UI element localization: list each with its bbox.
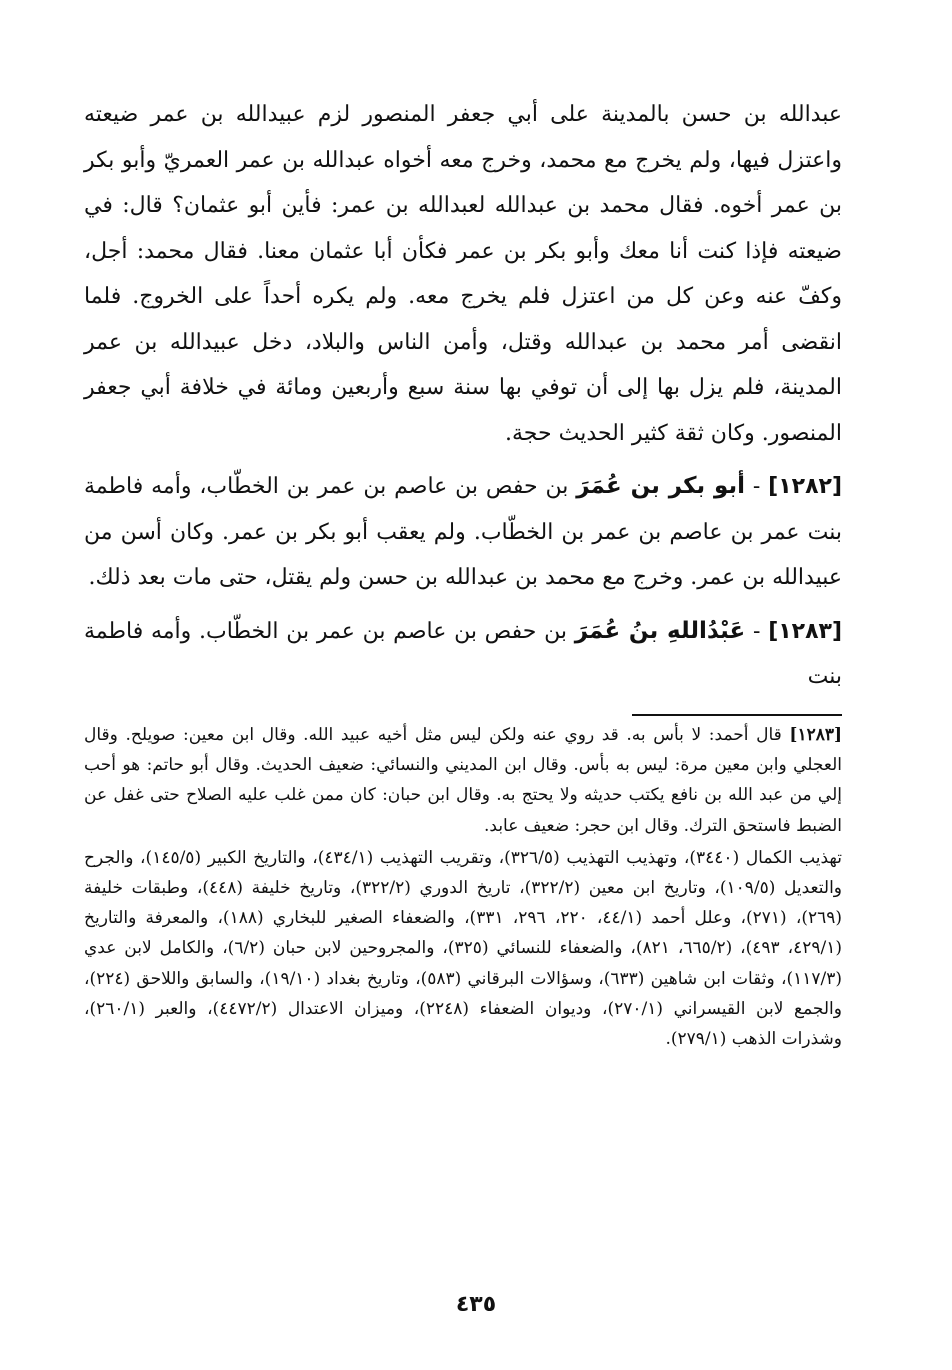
entry-number: [١٢٨٣] [768, 618, 843, 644]
entry-text: بن حفص بن عاصم بن عمر بن الخطّاب. وأمه فاطمة بنت [84, 618, 842, 689]
footnote-opinions [84, 720, 842, 841]
entry-text: بن حفص بن عاصم بن عمر بن الخطّاب، وأمه فاطمة بنت عمر بن عاصم بن عمر بن الخطّاب. ولم يعقب أبو بكر بن عمر. وكان أسن من عبيدالله بن عمر. وخرج مع محمد بن عبدالله بن حسن ولم يقتل، حتى مات بعد ذلك. [84, 474, 842, 590]
entry-name: أبو بكر بن عُمَرَ [576, 473, 745, 499]
footnote-number: [١٢٨٣] [789, 725, 843, 745]
biography-continuation-paragraph: عبدالله بن حسن بالمدينة على أبي جعفر المنصور لزم عبيدالله بن عمر ضيعته واعتزل فيها، ولم يخرج مع محمد، وخرج معه أخواه عبدالله بن عمر العمريّ وأبو بكر بن عمر أخوه. فقال محمد بن عبدالله لعبدالله بن عمر: فأين أبو عثمان؟ قال: في ضيعته فإذا كنت أنا معك وأبو بكر بن عمر فكأن أبا عثمان معنا. فقال محمد: أجل، وكفّ عنه وعن كل من اعتزل فلم يخرج معه. ولم يكره أحداً على الخروج. فلما انقضى أمر محمد بن عبدالله وقتل، وأمن الناس والبلاد، دخل عبيدالله بن عمر المدينة، فلم يزل بها إلى أن توفي بها سنة سبع وأربعين ومائة في خلافة أبي جعفر المنصور. وكان ثقة كثير الحديث حجة. [84, 102, 843, 446]
entry-1283: [١٢٨٣] - عَبْدُاللهِ بنُ عُمَرَ بن حفص بن عاصم بن عمر بن الخطّاب. وأمه فاطمة بنت [84, 617, 843, 689]
page-number: ٤٣٥ [455, 1292, 497, 1317]
footnote-separator [632, 714, 842, 716]
footnote-sources: تهذيب الكمال (٣٤٤٠)، وتهذيب التهذيب (٣٢٦/٥)، وتقريب التهذيب (٤٣٤/١)، والتاريخ الكبير (١٤٥/٥)، والجرح والتعديل (١٠٩/٥)، وتاريخ ابن معين (٣٢٢/٢)، تاريخ الدوري (٣٢٢/٢)، وتاريخ خليفة (٤٤٨)، وطبقات خليفة (٢٦٩)، (٢٧١)، وعلل أحمد (٤٤/١، ٢٢٠، ٢٩٦، ٣٣١)، والضعفاء الصغير للبخاري (١٨٨)، والمعرفة والتاريخ (٤٢٩/١، ٤٩٣)، (٦٦٥/٢، ٨٢١)، والضعفاء للنسائي (٣٢٥)، والمجروحين لابن حبان (٦/٢)، والكامل لابن عدي (١١٧/٣)، وثقات ابن شاهين (٦٣٣)، وسؤالات البرقاني (٥٨٣)، وتاريخ بغداد (١٩/١٠)، والسابق واللاحق (٢٢٤)، والجمع لابن القيسراني (٢٧٠/١)، وديوان الضعفاء (٢٢٤٨)، وميزان الاعتدال (٤٤٧٢/٢)، والعبر (٢٦٠/١)، وشذرات الذهب (٢٧٩/١). [84, 847, 843, 1050]
footnotes [84, 720, 842, 1054]
entry-1282: [١٢٨٢] - أبو بكر بن عُمَرَ بن حفص بن عاصم بن عمر بن الخطّاب، وأمه فاطمة بنت عمر بن عاصم بن عمر بن الخطّاب. ولم يعقب أبو بكر بن عمر. وكان أسن من عبيدالله بن عمر. وخرج مع محمد بن عبدالله بن حسن ولم يقتل، حتى مات بعد ذلك. [84, 473, 843, 590]
footnote-opinions-text: قال أحمد: لا بأس به. قد روي عنه ولكن ليس مثل أخيه عبيد الله. وقال ابن معين: صويلح. وقال العجلي وابن معين مرة: ليس به بأس. وقال ابن المديني والنسائي: ضعيف الحديث. وقال أبو حاتم: هو أحب إلي من عبد الله بن نافع يكتب حديثه ولا يحتج به. وقال ابن حبان: كان ممن غلب عليه الصلاح حتى غفل عن الضبط فاستحق الترك. وقال ابن حجر: ضعيف عابد. [84, 725, 842, 836]
entry-number: [١٢٨٢] [768, 474, 843, 499]
entry-name: عَبْدُاللهِ بنُ عُمَرَ [574, 617, 746, 644]
main-text [84, 92, 842, 700]
book-page [84, 92, 842, 1322]
